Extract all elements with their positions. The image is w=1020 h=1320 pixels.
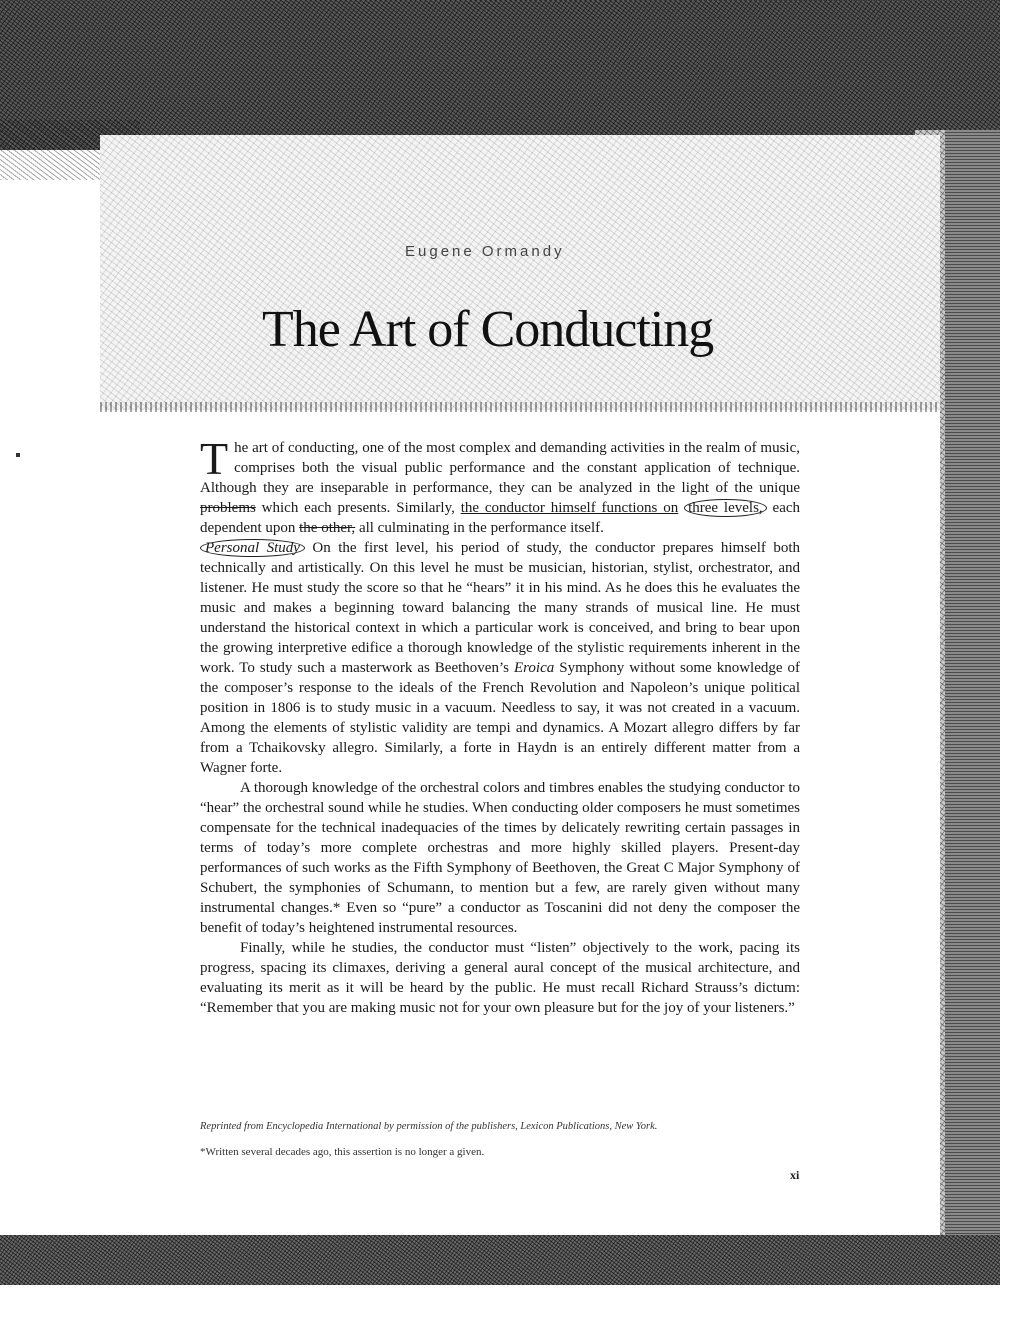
scan-border-right-dark <box>945 130 1000 1240</box>
handwritten-note: Personal Study <box>200 539 305 557</box>
header-divider <box>100 402 940 412</box>
paragraph-1 <box>200 433 801 538</box>
paragraph-text: Symphony without some knowledge of the composer’s response to the ideals of the French Revolution and Napoleon’s unique political position in 1806 is to study music in a vacuum. Needless to say, it was not created in a vacuum. Among the elements of stylistic validity are tempi and dynamics. A Mozart allegro differs by far from a Tchaikovsky allegro. Similarly, a forte in Haydn is an entirely different matter from a Wagner forte. <box>200 660 800 776</box>
struck-word: problems <box>200 500 256 516</box>
paragraph-text: he art of conducting, one of the most complex and demanding activities in the realm of music, comprises both the visual public performance and the constant application of technique. Although they are inseparable in performance, they can be analyzed in the light of the unique <box>200 440 800 496</box>
scan-speck <box>16 453 20 457</box>
italic-title: Eroica <box>513 660 555 676</box>
page-number: xi <box>790 1168 800 1182</box>
scan-border-top <box>0 0 1000 150</box>
scan-border-bottom <box>0 1235 1000 1285</box>
circled-phrase: three levels, <box>684 499 767 517</box>
chapter-author: Eugene Ormandy <box>405 243 565 260</box>
body-text <box>200 433 801 1018</box>
struck-phrase: the other, <box>299 520 356 536</box>
paragraph-3: A thorough knowledge of the orchestral colors and timbres enables the studying conductor to “hear” the orchestral sound while he studies. When conducting older composers he must sometimes compensate for the technical inadequacies of the times by delicately rewriting certain passages in terms of today’s more complete orchestras and more highly skilled players. Present-day performances of such works as the Fifth Symphony of Beethoven, the Great C Major Symphony of Schubert, the symphonies of Schumann, to mention but a few, are rarely given without many instrumental changes.* Even so “pure” a conductor as Toscanini did not deny the composer the benefit of today’s heightened instrumental resources. <box>200 780 800 936</box>
chapter-header-band <box>100 135 940 410</box>
paragraph-text: which each presents. Similarly, <box>255 500 461 516</box>
footnote: *Written several decades ago, this assertion is no longer a given. <box>200 1146 485 1158</box>
paragraph-4: Finally, while he studies, the conductor must “listen” objectively to the work, pacing its progress, spacing its climaxes, deriving a general aural concept of the musical architecture, and evaluating its merit as it will be heard by the public. He must recall Richard Strauss’s dictum: “Remember that you are making music not for your own pleasure but for the joy of your listeners.” <box>200 940 800 1016</box>
paragraph-text: each dependent upon <box>200 500 801 536</box>
underlined-phrase: the conductor himself functions on <box>460 500 679 516</box>
paragraph-text: all culminating in the performance itself. <box>355 520 604 536</box>
paragraph-2 <box>200 538 800 778</box>
drop-cap: T <box>200 433 229 484</box>
paragraph-text: On the first level, his period of study, the conductor prepares himself both technically and artistically. On this level he must be musician, historian, stylist, orchestrator, and listener. He must study the score so that he “hears” it in his mind. As he does this he evaluates the music and makes a beginning toward balancing the many strands of musical line. He must understand the historical context in which a particular work is conceived, and bring to bear upon the growing interpretive edifice a thorough knowledge of the stylistic requirements inherent in the work. To study such a masterwork as Beethoven’s <box>200 540 800 676</box>
reprint-credit: Reprinted from Encyclopedia International by permission of the publishers, Lexicon Publications, New York. <box>200 1121 658 1132</box>
chapter-title: The Art of Conducting <box>262 301 714 358</box>
